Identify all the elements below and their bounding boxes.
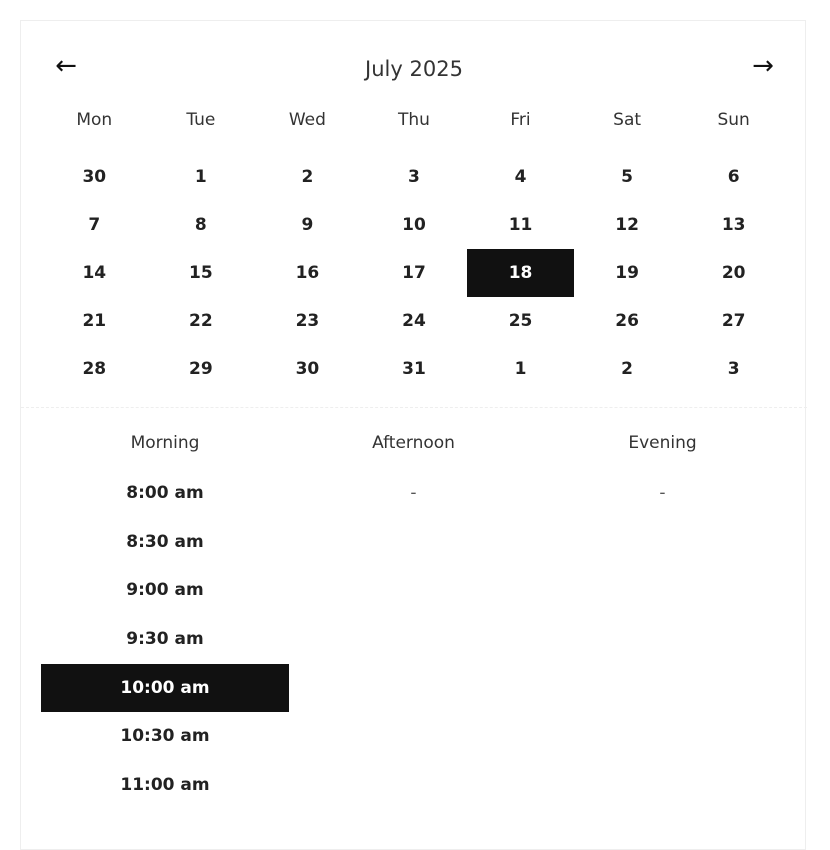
day-cell[interactable]: 19 [615, 263, 639, 283]
morning-column [41, 425, 289, 810]
day-cell[interactable]: 31 [402, 359, 426, 379]
day-cell[interactable]: 5 [621, 167, 634, 187]
day-cell[interactable]: 29 [189, 359, 213, 379]
day-cell[interactable]: 2 [621, 359, 634, 379]
day-cell[interactable]: 11 [508, 215, 533, 235]
month-title: July 2025 [365, 57, 463, 81]
week-row [41, 153, 787, 201]
day-cell[interactable]: 17 [402, 263, 426, 283]
time-slot[interactable]: 11:00 am [120, 775, 210, 796]
weekday-header-row [41, 103, 787, 137]
day-cell[interactable]: 9 [301, 215, 314, 235]
weekday-label: Sun [717, 110, 750, 130]
evening-label: Evening [628, 433, 697, 453]
booking-calendar [20, 20, 806, 850]
time-slot[interactable]: 9:30 am [126, 629, 204, 650]
weekday-label: Sat [613, 110, 642, 130]
morning-label: Morning [130, 433, 200, 453]
day-cell[interactable]: 20 [721, 263, 746, 283]
prev-month-arrow-icon[interactable]: ← [46, 51, 86, 81]
afternoon-column [289, 425, 538, 810]
evening-column [538, 425, 787, 810]
week-row [41, 345, 787, 393]
afternoon-empty-placeholder: - [410, 483, 417, 503]
afternoon-slot-list [289, 469, 538, 517]
next-month-arrow-icon[interactable]: → [743, 51, 783, 81]
weekday-label: Thu [398, 110, 430, 130]
weekday-label: Tue [186, 110, 216, 130]
day-cell[interactable]: 16 [295, 263, 320, 283]
day-cell[interactable]: 25 [508, 311, 533, 331]
day-cell[interactable]: 30 [82, 167, 107, 187]
day-cell[interactable]: 7 [88, 215, 101, 235]
weekday-label: Wed [288, 110, 326, 130]
day-cell-selected[interactable]: 18 [467, 249, 574, 297]
day-cell[interactable]: 28 [82, 359, 107, 379]
time-slots [41, 425, 787, 810]
week-row [41, 297, 787, 345]
calendar-weeks [41, 153, 787, 393]
afternoon-label: Afternoon [372, 433, 455, 453]
time-slot[interactable]: 8:30 am [126, 531, 204, 552]
day-cell[interactable]: 1 [194, 167, 207, 187]
calendar-grid [41, 103, 787, 393]
day-cell[interactable]: 13 [721, 215, 746, 235]
time-slot[interactable]: 10:30 am [120, 726, 210, 747]
weekday-label: Fri [510, 110, 531, 130]
day-cell[interactable]: 21 [82, 311, 107, 331]
day-cell[interactable]: 4 [514, 167, 527, 187]
morning-slot-list [41, 469, 289, 810]
day-cell[interactable]: 23 [295, 311, 320, 331]
time-slot[interactable]: 8:00 am [126, 483, 204, 503]
week-row [41, 249, 787, 297]
evening-empty-placeholder: - [659, 483, 666, 503]
week-row [41, 201, 787, 249]
day-cell[interactable]: 30 [295, 359, 320, 379]
day-cell[interactable]: 27 [721, 311, 746, 331]
evening-slot-list [538, 469, 787, 517]
day-cell[interactable]: 3 [408, 167, 420, 187]
section-divider [21, 407, 807, 408]
day-cell[interactable]: 8 [194, 215, 207, 235]
day-cell[interactable]: 1 [514, 359, 527, 379]
day-cell[interactable]: 15 [189, 263, 213, 283]
day-cell[interactable]: 12 [615, 215, 639, 235]
time-slot-selected[interactable]: 10:00 am [41, 664, 289, 713]
day-cell[interactable]: 3 [727, 359, 740, 379]
day-cell[interactable]: 6 [727, 167, 740, 187]
day-cell[interactable]: 24 [402, 311, 426, 331]
day-cell[interactable]: 22 [189, 311, 213, 331]
day-cell[interactable]: 2 [301, 167, 314, 187]
weekday-label: Mon [76, 110, 113, 130]
day-cell[interactable]: 10 [402, 215, 426, 235]
time-slot[interactable]: 9:00 am [126, 580, 204, 601]
day-cell[interactable]: 26 [615, 311, 639, 331]
day-cell[interactable]: 14 [82, 263, 107, 283]
